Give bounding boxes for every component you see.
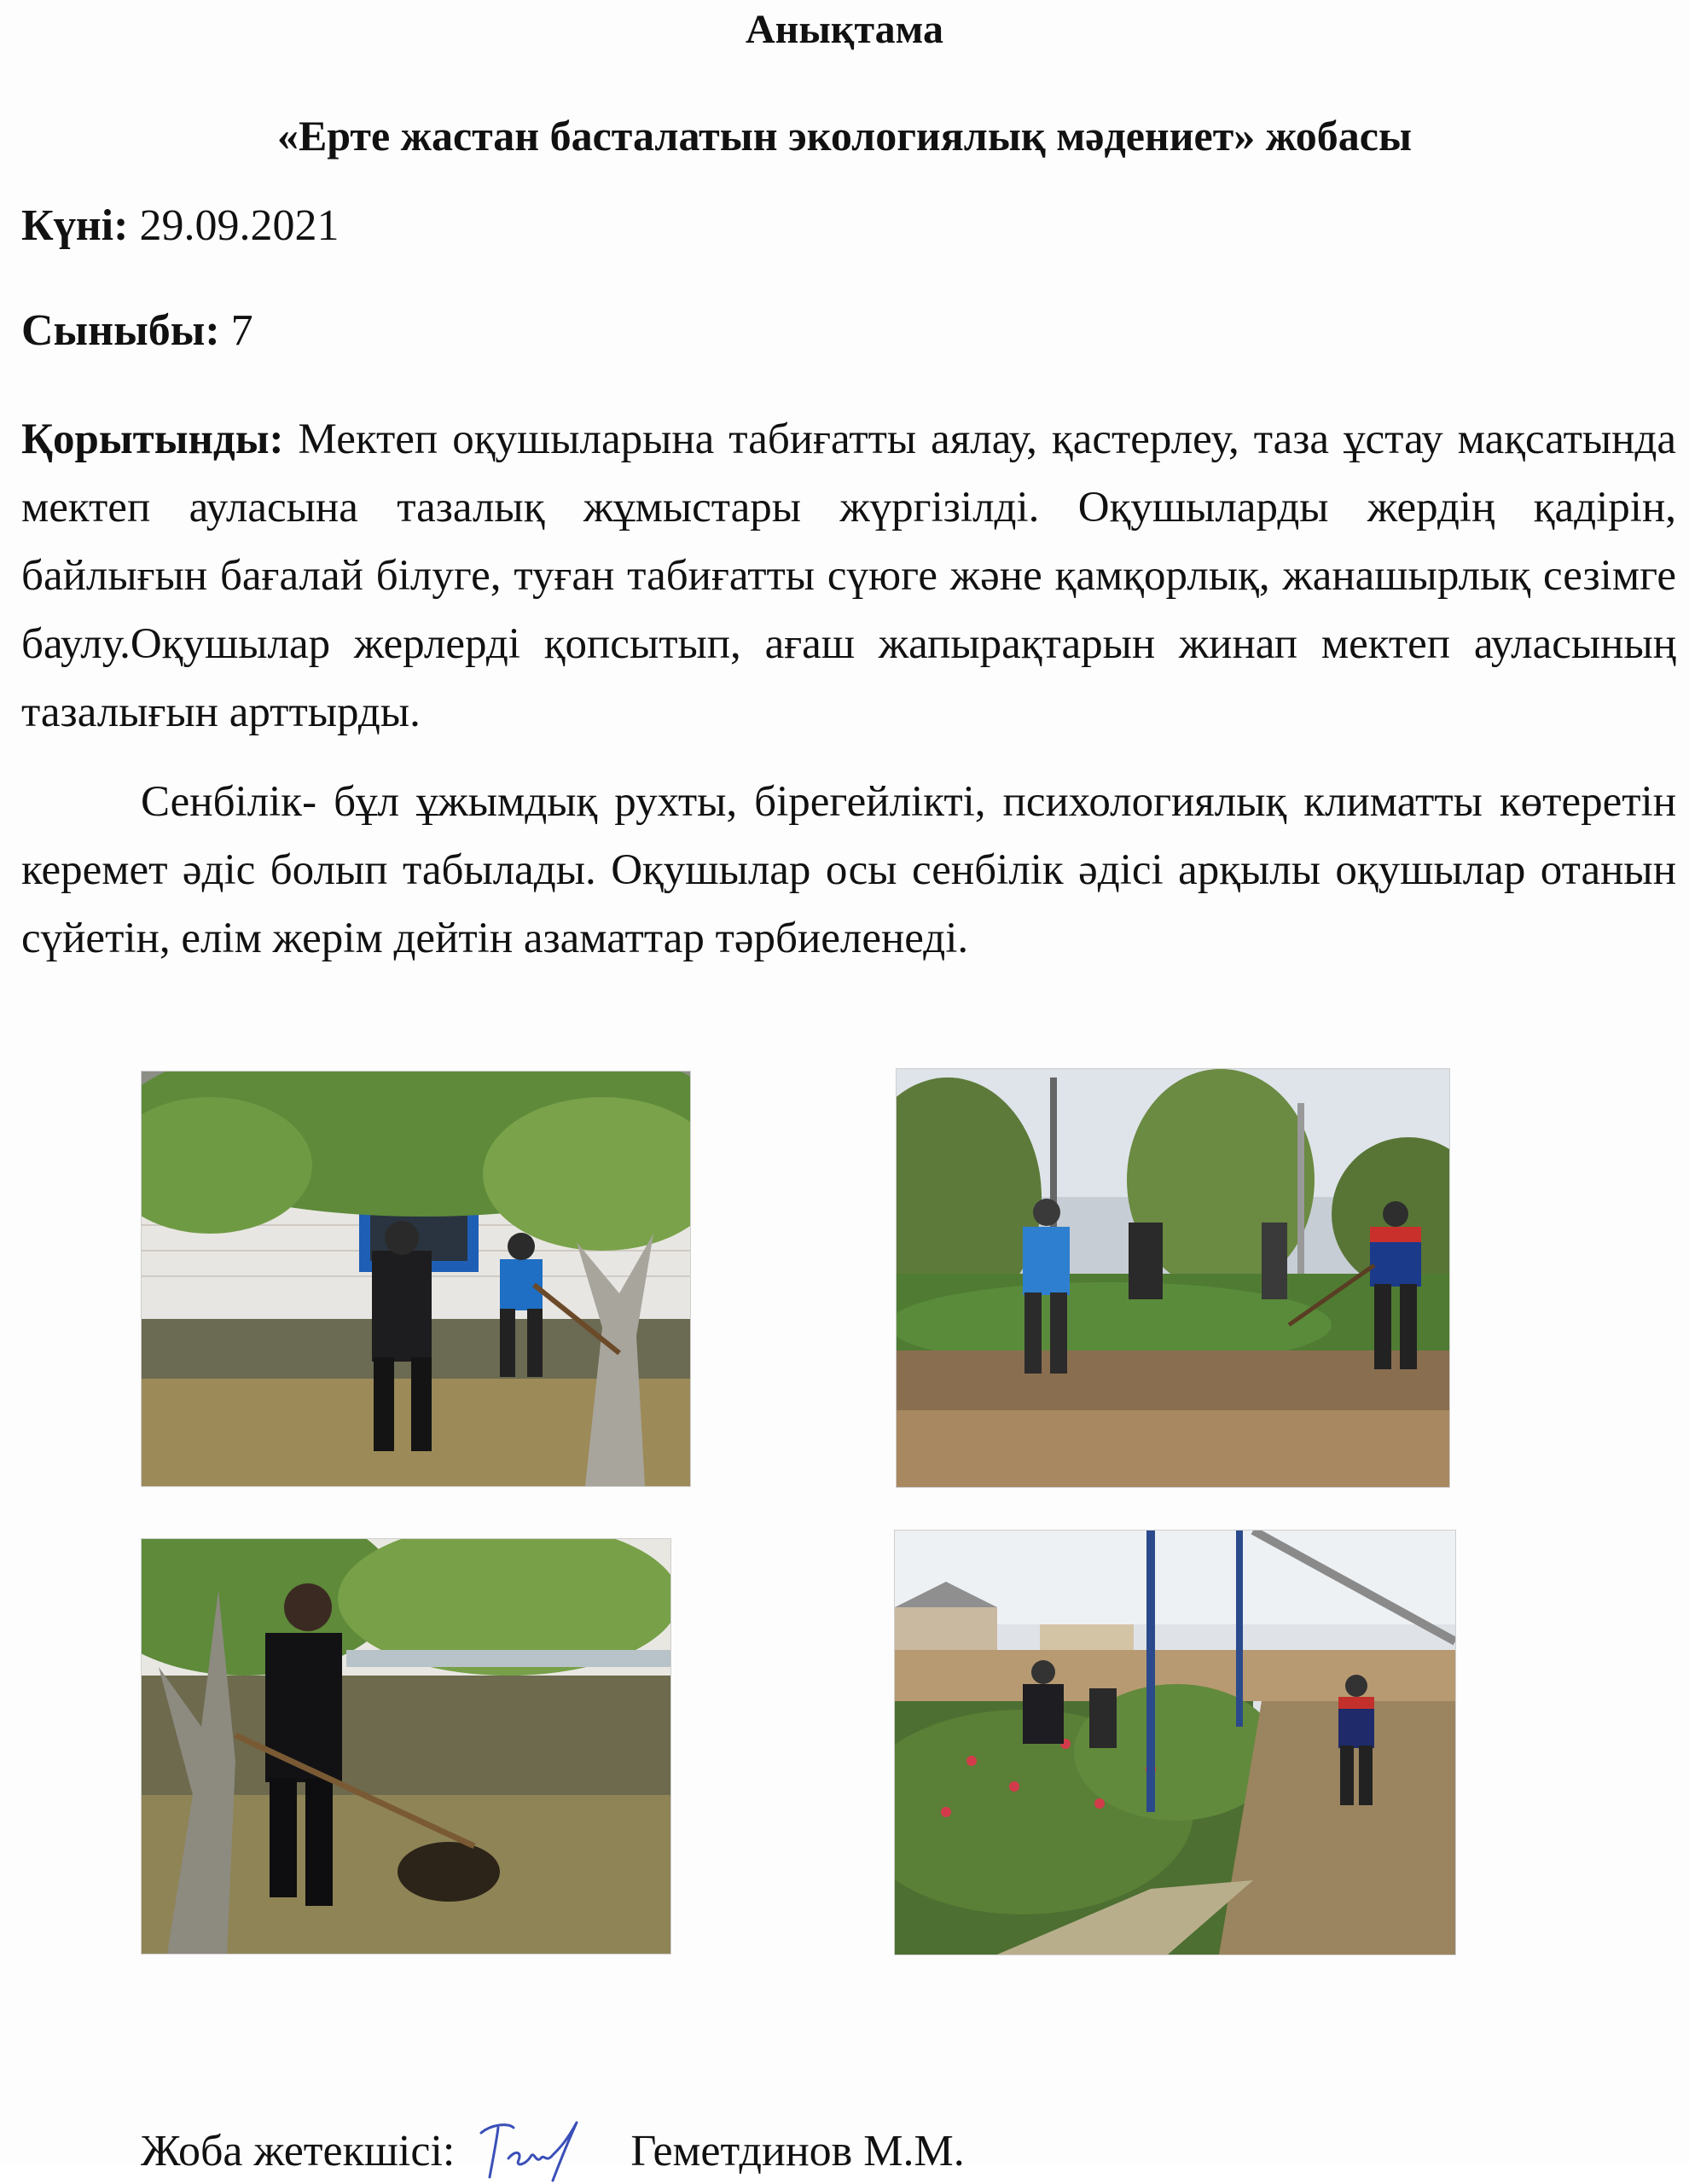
- leader-label: Жоба жетекшісі:: [141, 2127, 456, 2175]
- conclusion-text: Мектеп оқушыларына табиғатты аялау, қастерлеу, таза ұстау мақсатында мектеп ауласына тазалық жұмыстары жүргізілді. Оқушыларды жердің қадірін, байлығын бағалай білуге, туған табиғатты сүюге және қамқорлық, жанашырлық сезімге баулу.Оқушылар жерлерді қопсытып, ағаш жапырақтарын жинап мектеп ауласының тазалығын арттырды.: [21, 415, 1676, 736]
- date-value: 29.09.2021: [139, 201, 340, 250]
- document-subtitle: «Ерте жастан басталатын экологиялық мәдениет» жобасы: [276, 112, 1413, 160]
- date-field: [21, 196, 339, 256]
- body-paragraph: Сенбілік- бұл ұжымдық рухты, бірегейлікті, психологиялық климатты көтеретін керемет әдіс болып табылады. Оқушылар осы сенбілік әдісі арқылы оқушылар отанын сүйетін, елім жерім дейтін азаматтар тәрбиеленеді.: [21, 778, 1676, 962]
- signature-mark: [474, 2116, 602, 2184]
- photo-students-weeding-flowers: [894, 1530, 1456, 1955]
- conclusion-label: Қорытынды:: [21, 415, 284, 463]
- photo-student-with-rake: [141, 1538, 671, 1955]
- date-label: Күні:: [21, 201, 129, 250]
- photo-students-raking-under-tree: [141, 1071, 691, 1487]
- conclusion-paragraph: [21, 405, 1676, 746]
- project-leader-line: [141, 2116, 965, 2184]
- class-label: Сыныбы:: [21, 306, 220, 355]
- photo-students-digging-garden-bed: [896, 1068, 1450, 1488]
- class-field: [21, 301, 253, 361]
- document-title: Анықтама: [746, 7, 943, 52]
- leader-name: Геметдинов М.М.: [630, 2127, 965, 2175]
- class-value: 7: [230, 306, 253, 355]
